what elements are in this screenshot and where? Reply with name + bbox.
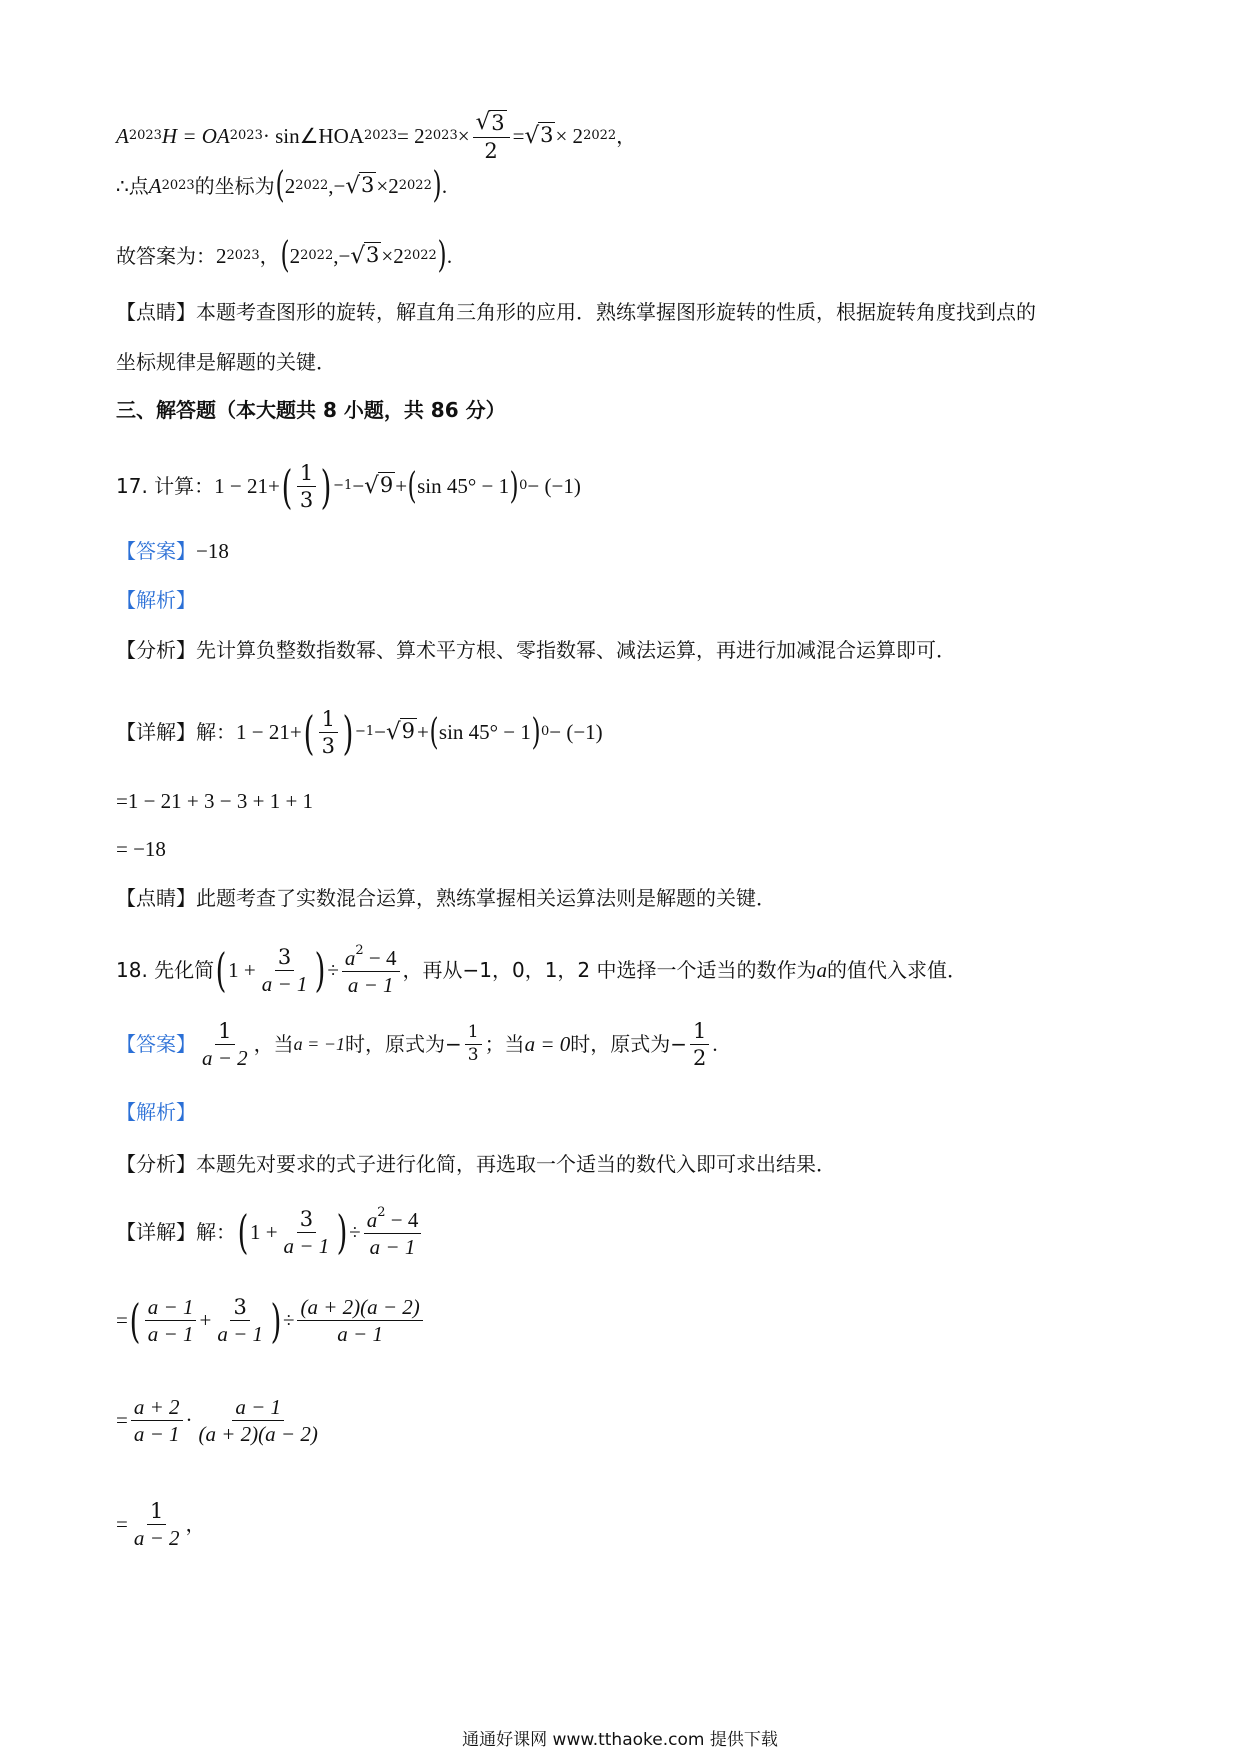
answer-line: 故答案为： 2 2023 ， ( 2 2022 ,− √ 3 ×2 2022 ) . xyxy=(116,235,453,276)
q18-detail: 【详解】 解： ( 1 + $\frac{3}{a - 1}$ ) ÷ $\frac{a^2 - 4}{a - 1}$ xyxy=(116,1206,424,1258)
q18-step2: = ( $\frac{a - 1}{a - 1}$ + $\frac{3}{a - 1}$ ) ÷ $\frac{(a + 2)(a - 2)}{a - 1}$ xyxy=(116,1296,426,1345)
question-17: 17. 计算： 1 − 2 1 + ( $\frac{1}{3}$ ) −1 − √ 9 + ( sin 45° − 1 ) 0 − (−1) xyxy=(116,459,581,514)
q17-fenxi: 【分析】 先计算负整数指数幂、算术平方根、零指数幂、减法运算，再进行加减混合运算即可． xyxy=(116,638,956,662)
q17-answer: 【答案】 −18 xyxy=(116,538,229,563)
q18-fenxi: 【分析】 本题先对要求的式子进行化简，再选取一个适当的数代入即可求出结果． xyxy=(116,1152,836,1176)
q18-analysis-tag: 【解析】 xyxy=(116,1100,196,1124)
q17-step2: = −18 xyxy=(116,837,166,861)
section-heading: 三、解答题（本大题共 8 小题，共 86 分） xyxy=(116,398,506,422)
q17-detail: 【详解】 解： 1 − 2 1 + ( $\frac{1}{3}$ ) −1 − √ 9 + ( sin 45° − 1 ) 0 − (−1) xyxy=(116,705,603,760)
page-footer: 通通好课网 www.tthaoke.com 提供下载 xyxy=(462,1730,778,1750)
point-paragraph-1-cont: 坐标规律是解题的关键． xyxy=(116,350,336,374)
q17-analysis-tag: 【解析】 xyxy=(116,588,196,612)
q18-answer: 【答案】 $\frac{1}{a - 2}$ ，当 a = −1 时，原式为− $\frac{1}{3}$ ；当 a = 0 时，原式为− $\frac{1}{2}$ . xyxy=(116,1019,718,1071)
q18-step3: = $\frac{a + 2}{a - 1}$ · $\frac{a - 1}{(a + 2)(a - 2)}$ xyxy=(116,1395,318,1447)
question-18: 18. 先化简 ( 1 + $\frac{3}{a - 1}$ ) ÷ $\frac{a^2 - 4}{a - 1}$ ，再从−1，0，1，2 中选择一个适当的数作为 a 的值代入求值． xyxy=(116,943,968,998)
coordinate-line: ∴点 A 2023 的坐标为 ( 2 2022 ,− √ 3 ×2 2022 ) . xyxy=(116,165,448,206)
q17-point: 【点睛】 此题考查了实数混合运算，熟练掌握相关运算法则是解题的关键． xyxy=(116,886,776,910)
point-paragraph-1: 【点睛】 本题考查图形的旋转，解直角三角形的应用．熟练掌握图形旋转的性质，根据旋转角度找到点的 xyxy=(116,300,1036,324)
formula-a2023h: A 2023 H = OA 2023 · sin∠HOA 2023 = 2 2023 × √ 3 2 = √ 3 × 2 2022 ， xyxy=(116,109,637,164)
fraction-sqrt3-over-2: √ 3 2 xyxy=(473,110,510,162)
q18-step4: = $\frac{1}{a - 2}$ ， xyxy=(116,1499,206,1551)
q17-step1: =1 − 21 + 3 − 3 + 1 + 1 xyxy=(116,789,314,813)
